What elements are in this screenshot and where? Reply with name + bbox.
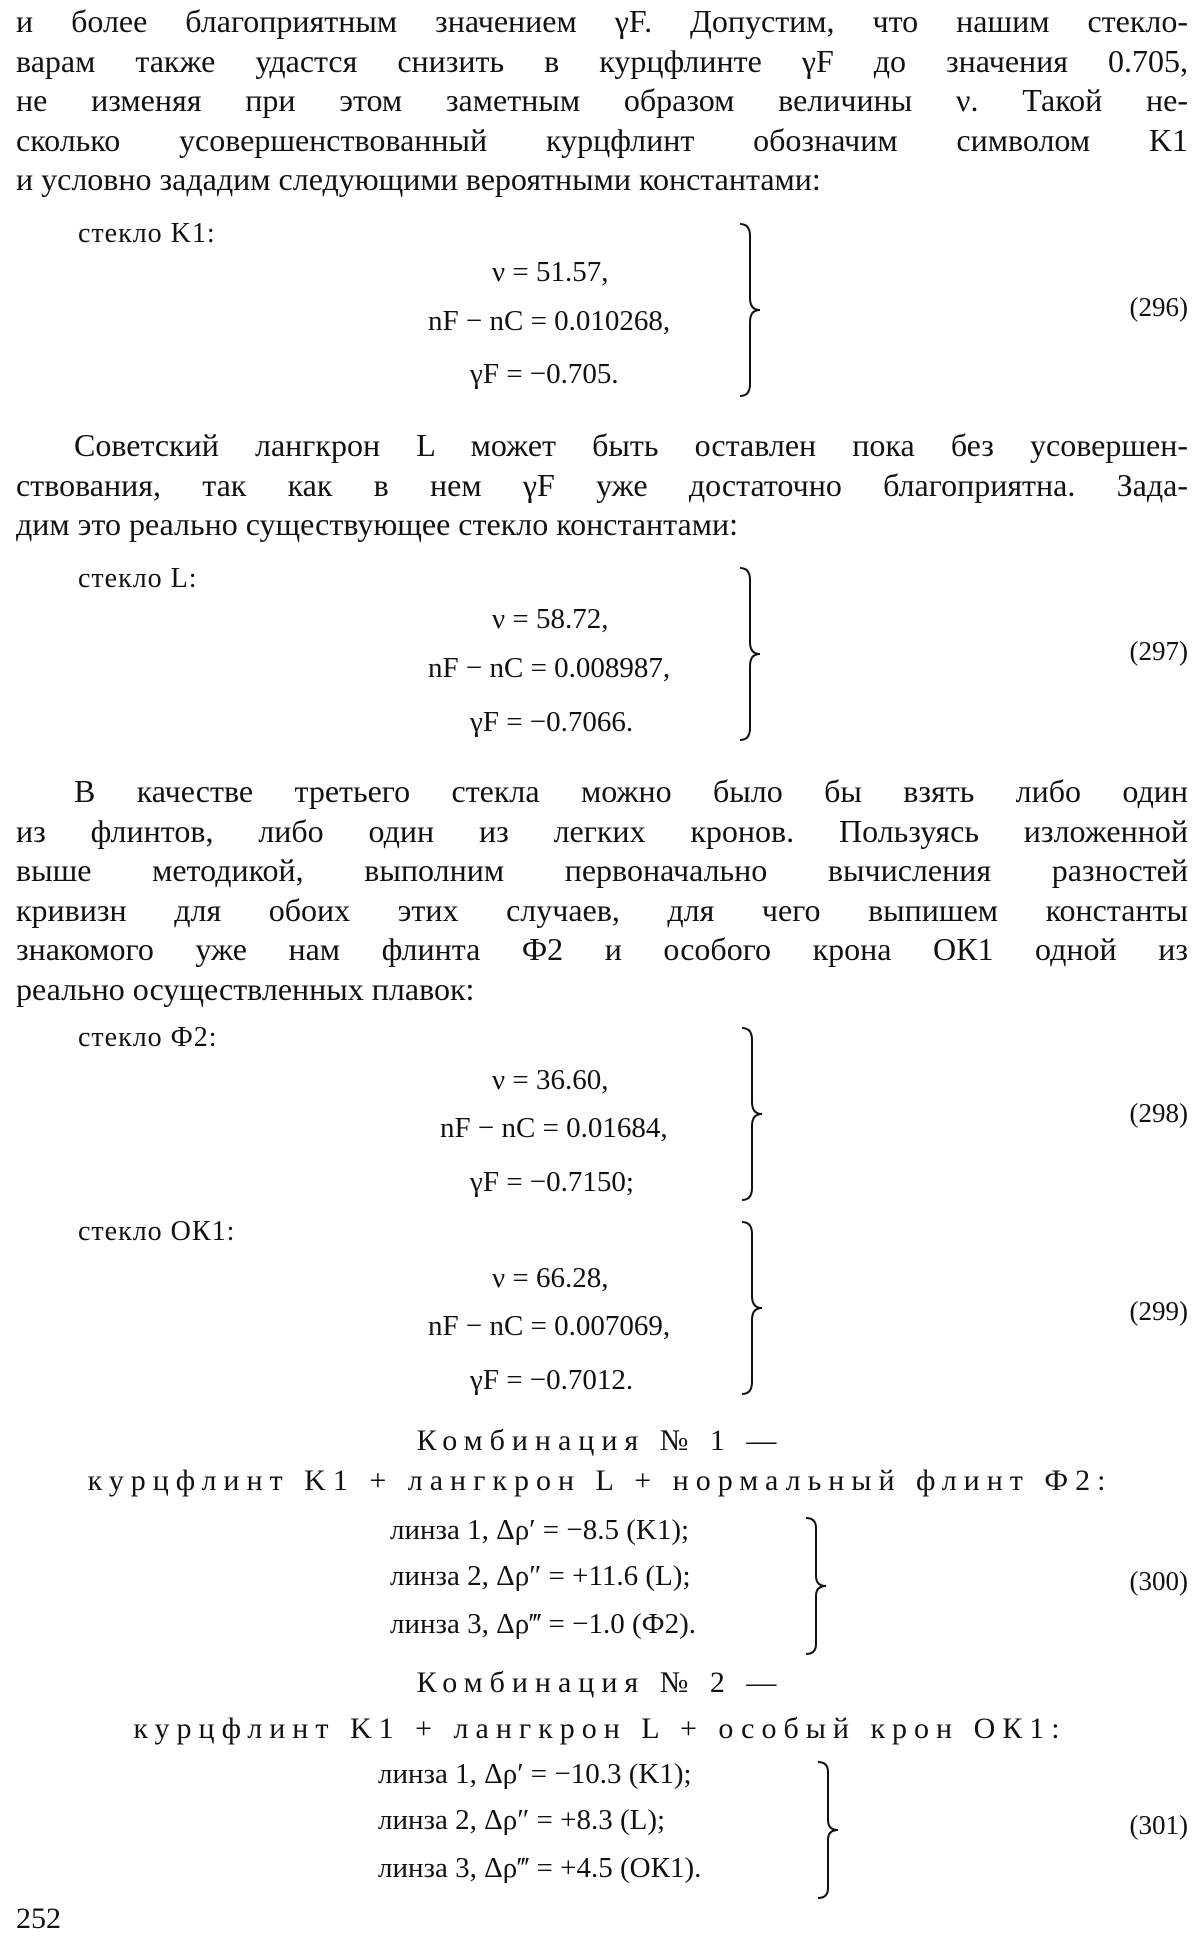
equation-number-299: (299) — [1129, 1296, 1188, 1326]
brace-297 — [738, 566, 762, 742]
text-line: В качестве третьего стекла можно было бы взять либо один — [74, 773, 1188, 809]
paragraph-third-glass — [16, 772, 1188, 1009]
glass-f2-dn: nF − nC = 0.01684, — [440, 1112, 668, 1144]
glass-ok1-dn: nF − nC = 0.007069, — [428, 1310, 671, 1342]
glass-k1-dn: nF − nC = 0.010268, — [428, 305, 671, 337]
brace-296 — [738, 222, 762, 398]
glass-ok1-gamma: γF = −0.7012. — [470, 1364, 634, 1396]
brace-298 — [740, 1026, 764, 1202]
text-line: кривизн для обоих этих случаев, для чего выпишем константы — [16, 891, 1188, 928]
combination-1-subtitle: курцфлинт K1 + лангкрон L + нормальный флинт Ф2: — [87, 1464, 1113, 1497]
paragraph-langkron — [16, 426, 1188, 545]
equation-number-297: (297) — [1129, 636, 1188, 666]
glass-k1-nu: ν = 51.57, — [492, 256, 609, 288]
text-line: из флинтов, либо один из легких кронов. Пользуясь изложенной — [16, 812, 1188, 849]
glass-f2-nu: ν = 36.60, — [492, 1064, 609, 1096]
glass-k1-label: стекло K1: — [78, 218, 216, 249]
equation-number-300: (300) — [1129, 1566, 1188, 1596]
glass-l-dn: nF − nC = 0.008987, — [428, 652, 671, 684]
glass-l-label: стекло L: — [78, 563, 198, 594]
glass-ok1-label: стекло ОК1: — [78, 1216, 236, 1247]
text-line: сколько усовершенствованный курцфлинт обозначим символом K1 — [16, 121, 1188, 158]
combination-1-lens-1: линза 1, Δρ′ = −8.5 (K1); — [390, 1514, 690, 1546]
glass-l-nu: ν = 58.72, — [492, 603, 609, 635]
glass-k1-gamma: γF = −0.705. — [470, 358, 619, 390]
text-line: и более благоприятным значением γF. Допустим, что нашим стекло- — [16, 3, 1188, 39]
combination-1-title: Комбинация № 1 — — [416, 1424, 784, 1457]
text-line: варам также удастся снизить в курцфлинте γF до значения 0.705, — [16, 42, 1188, 79]
page-number: 252 — [16, 1902, 61, 1935]
glass-ok1-nu: ν = 66.28, — [492, 1262, 609, 1294]
text-line: и условно зададим следующими вероятными константами: — [16, 161, 821, 197]
brace-300 — [804, 1516, 828, 1656]
combination-1-lens-3: линза 3, Δρ‴ = −1.0 (Ф2). — [390, 1608, 696, 1640]
text-line: выше методикой, выполним первоначально вычисления разностей — [16, 852, 1188, 888]
combination-2-lens-3: линза 3, Δρ‴ = +4.5 (ОК1). — [378, 1852, 702, 1884]
equation-number-301: (301) — [1129, 1810, 1188, 1840]
text-line: дим это реально существующее стекло константами: — [16, 506, 738, 542]
glass-l-gamma: γF = −0.7066. — [470, 706, 634, 738]
text-line: реально осуществленных плавок: — [16, 970, 475, 1007]
combination-2-lens-2: линза 2, Δρ″ = +8.3 (L); — [378, 1804, 666, 1836]
glass-f2-label: стекло Ф2: — [78, 1022, 218, 1053]
combination-1-lens-2: линза 2, Δρ″ = +11.6 (L); — [390, 1560, 691, 1592]
equation-number-298: (298) — [1129, 1098, 1188, 1128]
combination-2-lens-1: линза 1, Δρ′ = −10.3 (K1); — [378, 1758, 692, 1790]
intro-paragraph — [16, 2, 1188, 200]
text-line: не изменяя при этом заметным образом величины ν. Такой не- — [16, 82, 1188, 118]
text-line: знакомого уже нам флинта Ф2 и особого крона ОК1 одной из — [16, 931, 1188, 967]
glass-f2-gamma: γF = −0.7150; — [470, 1166, 634, 1198]
combination-2-subtitle: курцфлинт K1 + лангкрон L + особый крон ОК1: — [133, 1712, 1067, 1745]
equation-number-296: (296) — [1129, 292, 1188, 322]
combination-2-title: Комбинация № 2 — — [416, 1666, 784, 1699]
brace-299 — [740, 1220, 764, 1396]
text-line: ствования, так как в нем γF уже достаточно благоприятна. Зада- — [16, 466, 1188, 503]
text-line: Советский лангкрон L может быть оставлен пока без усовершен- — [74, 427, 1188, 463]
brace-301 — [816, 1760, 840, 1900]
